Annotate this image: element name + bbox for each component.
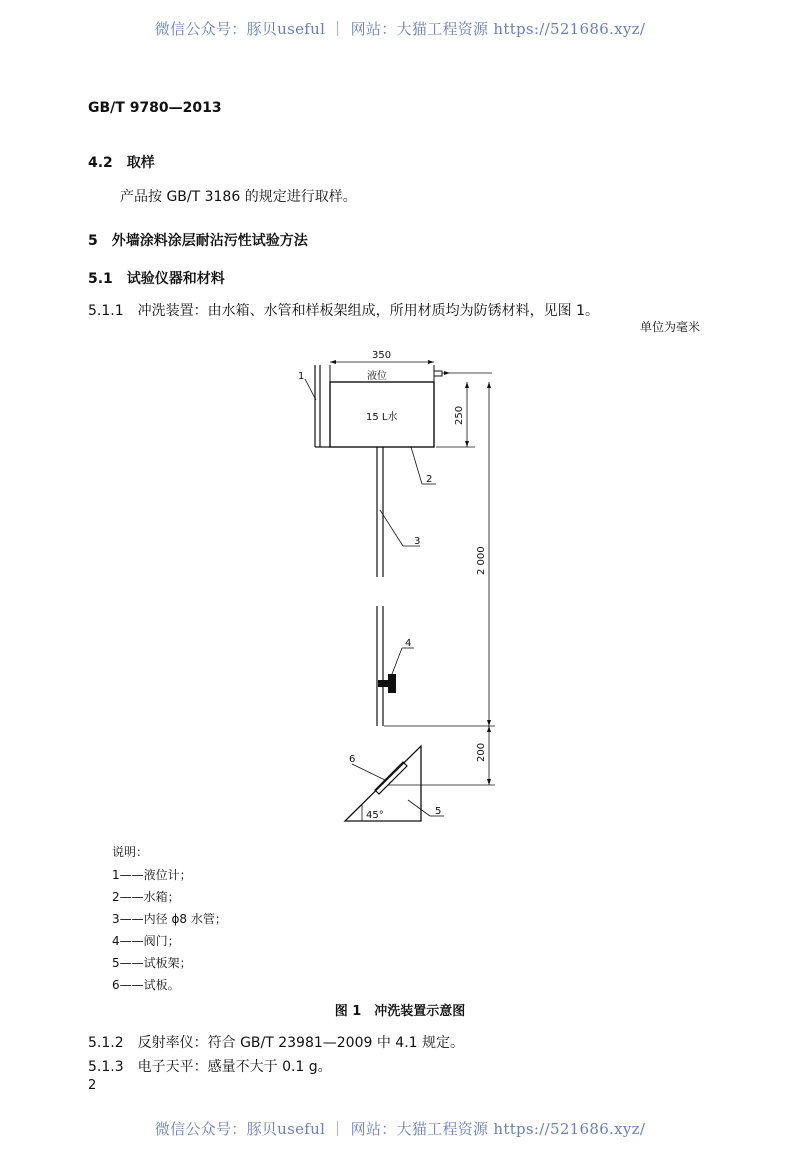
section-line: 5.1.2 反射率仪：符合 GB/T 23981—2009 中 4.1 规定。	[88, 1035, 465, 1051]
section-line: 5.1.1 冲洗装置：由水箱、水管和样板架组成，所用材质均为防锈材料，见图 1。	[88, 303, 599, 319]
watermark-top: 微信公众号：豚贝useful ｜ 网站：大猫工程资源 https://521686.xyz/	[154, 20, 646, 38]
dim-2000-label: 2 000	[476, 546, 487, 575]
watermark-bottom: 微信公众号：豚贝useful ｜ 网站：大猫工程资源 https://521686.xyz/	[154, 1120, 646, 1138]
dimension-350	[330, 350, 434, 364]
dimension-2000	[384, 382, 495, 726]
callout-1: 1	[298, 371, 305, 382]
test-panel	[375, 762, 407, 794]
unit-note: 单位为毫米	[640, 320, 701, 334]
legend-item: 6——试板。	[112, 978, 180, 992]
legend-item: 4——阀门；	[112, 934, 180, 948]
valve	[378, 674, 396, 693]
legend-item: 3——内径 ϕ8 水管；	[112, 912, 227, 926]
section-line: 5.1 试验仪器和材料	[88, 271, 225, 287]
callout-2: 2	[426, 474, 433, 485]
section-line: 5.1.3 电子天平：感量不大于 0.1 g。	[88, 1059, 332, 1075]
angle-label: 45°	[366, 810, 384, 821]
water-volume-label: 15 L水	[366, 412, 398, 423]
callout-4: 4	[405, 638, 412, 649]
dimension-250	[436, 371, 492, 447]
section-line: 5 外墙涂料涂层耐沾污性试验方法	[88, 233, 308, 249]
legend-item: 1——液位计；	[112, 868, 192, 882]
legend-item: 2——水箱；	[112, 890, 180, 904]
callout-5: 5	[435, 806, 442, 817]
page-number: 2	[88, 1078, 97, 1093]
dim-200-label: 200	[476, 742, 487, 762]
legend-title: 说明：	[112, 845, 149, 859]
section-line: 4.2 取样	[88, 155, 155, 171]
dim-250-label: 250	[454, 405, 465, 425]
callout-6: 6	[349, 754, 356, 765]
dimension-200	[388, 726, 495, 785]
liquid-level-label: 液位	[367, 371, 387, 382]
figure-caption: 图 1 冲洗装置示意图	[334, 1004, 466, 1019]
level-gauge	[315, 365, 330, 447]
standard-code: GB/T 9780—2013	[88, 100, 222, 116]
section-line: 产品按 GB/T 3186 的规定进行取样。	[120, 189, 357, 205]
callout-3: 3	[414, 536, 421, 547]
legend-item: 5——试板架；	[112, 956, 192, 970]
dim-350-label: 350	[372, 350, 392, 361]
